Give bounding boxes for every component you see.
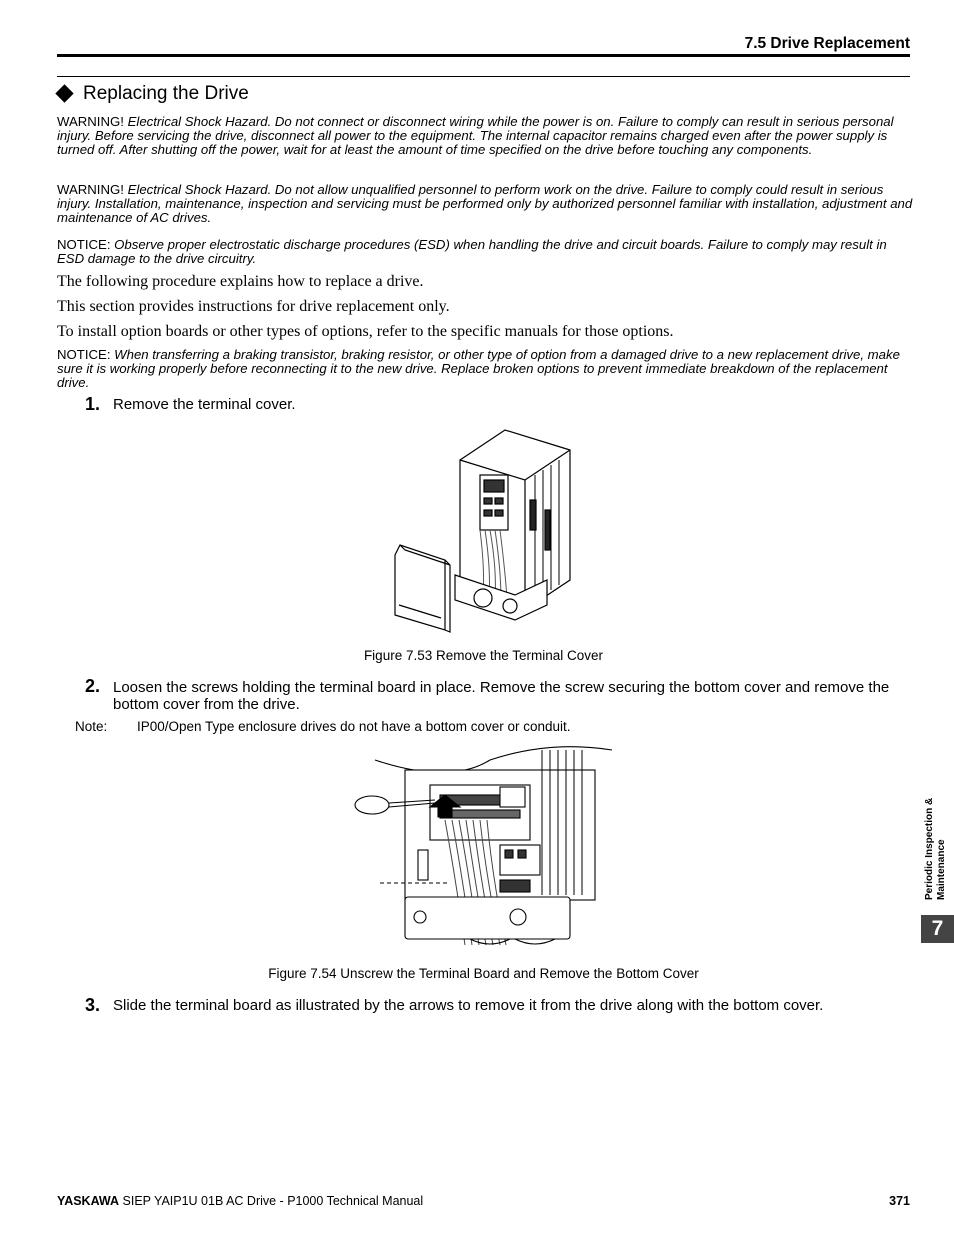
section-title	[55, 83, 249, 105]
notice-text: Observe proper electrostatic discharge procedures (ESD) when handling the drive and circuit boards. Failure to comply may result in ESD damage to the drive circuitry.	[57, 237, 887, 267]
figure-remove-terminal-cover	[385, 420, 575, 635]
footer-doc: SIEP YAIP1U 01B AC Drive - P1000 Technical Manual	[119, 1194, 424, 1208]
chapter-tab: 7	[921, 915, 954, 943]
step-text: Loosen the screws holding the terminal board in place. Remove the screw securing the bottom cover and remove the bottom cover from the drive.	[113, 679, 890, 713]
diamond-bullet-icon	[55, 84, 73, 102]
warning-callout-2	[57, 183, 913, 226]
note-text: IP00/Open Type enclosure drives do not have a bottom cover or conduit.	[137, 719, 571, 734]
side-tab-label	[921, 790, 951, 902]
side-tab-line1: Periodic Inspection &	[924, 797, 935, 900]
section-title-text: Replacing the Drive	[83, 83, 249, 104]
note-label: Note:	[75, 719, 108, 734]
warning-label: WARNING!	[57, 182, 124, 197]
footer-doc-title	[57, 1194, 423, 1208]
step-number: 2.	[85, 676, 101, 696]
warning-label: WARNING!	[57, 114, 124, 129]
step-number: 3.	[85, 995, 101, 1015]
running-header: 7.5 Drive Replacement	[744, 35, 910, 52]
notice-label: NOTICE:	[57, 347, 111, 362]
step-number: 1.	[85, 394, 101, 414]
figure-unscrew-terminal-board	[350, 745, 615, 950]
notice-callout-1	[57, 238, 913, 266]
warning-text: Electrical Shock Hazard. Do not connect or disconnect wiring while the power is on. Failure to comply can result in serious personal injury. Before servicing the drive, disconnect all power to the equipment. The internal capacitor remains charged even after the power supply is turned off. After shutting off the power, wait for at least the amount of time specified on the drive before touching any components.	[57, 114, 894, 158]
body-paragraph: To install option boards or other types of options, refer to the specific manuals for those options.	[57, 323, 674, 340]
figure-caption: Figure 7.54 Unscrew the Terminal Board and Remove the Bottom Cover	[268, 966, 699, 981]
notice-label: NOTICE:	[57, 237, 111, 252]
header-rule-thin	[57, 76, 910, 77]
body-paragraph: The following procedure explains how to replace a drive.	[57, 273, 424, 290]
step-text: Remove the terminal cover.	[113, 396, 296, 413]
figure-caption: Figure 7.53 Remove the Terminal Cover	[363, 648, 604, 663]
side-tab-line2: Maintenance	[936, 839, 947, 900]
header-rule-thick	[57, 54, 910, 57]
warning-callout-1	[57, 115, 913, 158]
page-number: 371	[889, 1194, 910, 1208]
body-paragraph: This section provides instructions for drive replacement only.	[57, 298, 450, 315]
notice-text: When transferring a braking transistor, braking resistor, or other type of option from a damaged drive to a new replacement drive, make sure it is working properly before reconnecting it to the new drive. Replace broken options to prevent immediate breakdown of the replacement drive.	[57, 347, 900, 391]
warning-text: Electrical Shock Hazard. Do not allow unqualified personnel to perform work on the drive. Failure to comply could result in serious injury. Installation, maintenance, inspection and servicing must be performed only by authorized personnel familiar with installation, adjustment and maintenance of AC drives.	[57, 182, 913, 226]
notice-callout-2	[57, 348, 913, 391]
footer-brand: YASKAWA	[57, 1194, 120, 1208]
step-text: Slide the terminal board as illustrated by the arrows to remove it from the drive along with the bottom cover.	[113, 997, 824, 1014]
